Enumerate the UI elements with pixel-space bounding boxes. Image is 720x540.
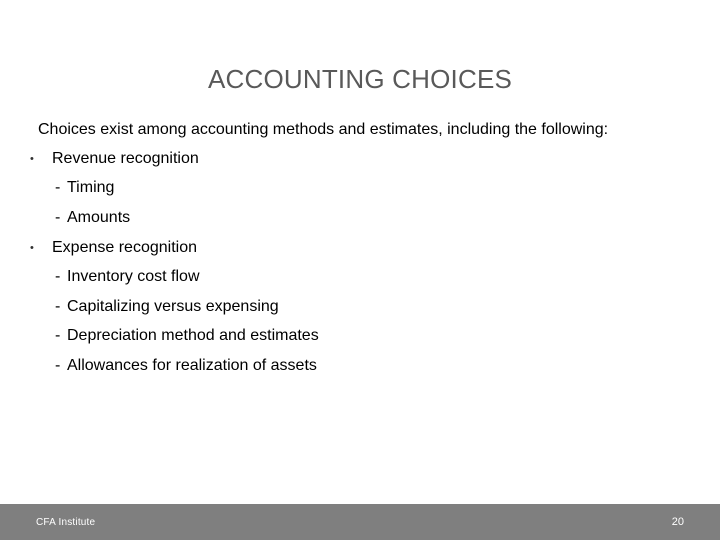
list-item-expense-recognition: Expense recognition bbox=[52, 239, 197, 256]
list-item-revenue-recognition: Revenue recognition bbox=[52, 150, 199, 167]
sub-item-amounts: Amounts bbox=[67, 209, 131, 226]
sub-bullet-icon: - bbox=[55, 209, 61, 226]
slide-title: ACCOUNTING CHOICES bbox=[207, 64, 513, 94]
bullet-icon: • bbox=[30, 153, 34, 165]
sub-item-inventory-cost-flow: Inventory cost flow bbox=[67, 268, 200, 285]
sub-bullet-icon: - bbox=[55, 357, 61, 374]
sub-bullet-icon: - bbox=[55, 179, 61, 196]
page-number: 20 bbox=[671, 516, 684, 528]
sub-item-timing: Timing bbox=[67, 179, 115, 196]
footer-bar bbox=[0, 504, 720, 540]
sub-bullet-icon: - bbox=[55, 268, 61, 285]
intro-text: Choices exist among accounting methods and estimates, including the following: bbox=[38, 121, 609, 138]
sub-bullet-icon: - bbox=[55, 327, 61, 344]
bullet-icon: • bbox=[30, 242, 34, 254]
sub-item-depreciation-method: Depreciation method and estimates bbox=[67, 327, 319, 344]
sub-bullet-icon: - bbox=[55, 298, 61, 315]
cfa-institute-logo: CFA Institute bbox=[36, 517, 96, 528]
sub-item-allowances: Allowances for realization of assets bbox=[67, 357, 317, 374]
sub-item-capitalizing-versus-expensing: Capitalizing versus expensing bbox=[67, 298, 279, 315]
